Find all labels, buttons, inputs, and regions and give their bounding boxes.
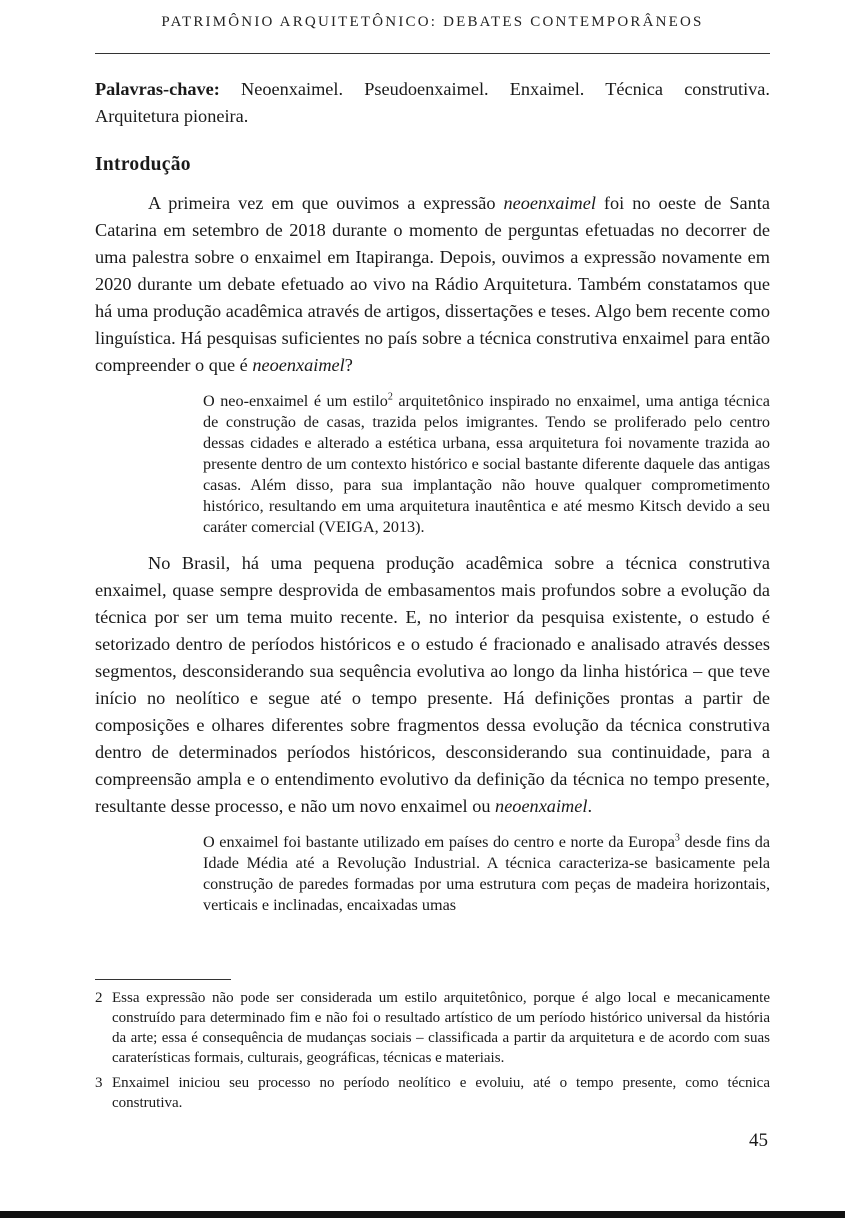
footnote-rule (95, 979, 231, 980)
footnote-ref-3[interactable]: 3 (674, 832, 680, 844)
page-number: 45 (749, 1130, 768, 1151)
quote-2-text-b: desde fins da Idade Média até a Revolução Industrial. A técnica caracteriza-se basicamente pela construção de paredes formadas por uma estrutura com peças de madeira horizontais, verticais e inclinadas, encaixadas umas (203, 833, 770, 914)
keywords-text: Neoenxaimel. Pseudoenxaimel. Enxaimel. Técnica construtiva. Arquitetura pioneira. (95, 79, 770, 126)
running-header: PATRIMÔNIO ARQUITETÔNICO: DEBATES CONTEMPORÂNEOS (161, 14, 704, 30)
block-quote-1 (203, 391, 770, 538)
paragraph-1-term-b: neoenxaimel (252, 355, 345, 375)
quote-2-text-a: O enxaimel foi bastante utilizado em países do centro e norte da Europa (203, 833, 675, 851)
paragraph-2-text-a: No Brasil, há uma pequena produção acadêmica sobre a técnica construtiva enxaimel, quase sempre desprovida de embasamentos mais profundos sobre a evolução da técnica por ser um tema muito recente. E, no interior da pesquisa existente, o estudo é setorizado dentro de períodos históricos e o estudo é fracionado e analisado através desses segmentos, desconsiderando sua sequência evolutiva ao longo da linha histórica – que teve início no neolítico e segue até o tempo presente. Há definições prontas a partir de composições e olhares diferentes sobre fragmentos dessa evolução da técnica construtiva dentro de determinados períodos históricos, desconsiderando sua continuidade, para a compreensão ampla e o entendimento evolutivo da definição da técnica no tempo presente, resultante desse processo, e não um novo enxaimel ou (95, 553, 770, 816)
keywords (95, 76, 770, 130)
paragraph-1-text-c: ? (344, 355, 353, 375)
footnote-text: Essa expressão não pode ser considerada um estilo arquitetônico, porque é algo local e mecanicamente construído para determinado fim e não foi o resultado artístico de um período histórico universal da história da arte; essa é consequência de mudanças sociais – classificada a partir da arquitetura e de acordo com suas caraterísticas formais, culturais, geográficas, técnicas e materiais. (112, 990, 770, 1066)
header-rule (95, 53, 770, 54)
paragraph-2-term: neoenxaimel (495, 796, 588, 816)
footnote-2 (95, 988, 770, 1068)
footnote-ref-2[interactable]: 2 (387, 391, 393, 403)
footnote-text: Enxaimel iniciou seu processo no período neolítico e evoluiu, até o tempo presente, como técnica construtiva. (112, 1075, 770, 1111)
paragraph-2 (95, 550, 770, 820)
paragraph-1-term-a: neoenxaimel (503, 193, 596, 213)
paragraph-1 (95, 190, 770, 379)
page-content (95, 76, 770, 928)
footnote-number: 2 (95, 990, 103, 1006)
footnotes (95, 988, 770, 1118)
quote-1-text-a: O neo-enxaimel é um estilo (203, 392, 388, 410)
quote-1-text-b: arquitetônico inspirado no enxaimel, uma antiga técnica de construção de casas, trazida pelos imigrantes. Tendo se proliferado pelo centro dessas cidades e alterado a estética urbana, essa arquitetura foi novamente trazida ao presente dentro de um contexto histórico e social bastante diferente daquele das antigas casas. Além disso, para sua implantação não houve qualquer comprometimento histórico, resultando em uma arquitetura inautêntica e até mesmo Kitsch devido a seu caráter comercial (VEIGA, 2013). (203, 392, 770, 536)
paragraph-1-text-a: A primeira vez em que ouvimos a expressão (148, 193, 504, 213)
paragraph-1-text-b: foi no oeste de Santa Catarina em setembro de 2018 durante o momento de perguntas efetuadas no decorrer de uma palestra sobre o enxaimel em Itapiranga. Depois, ouvimos a expressão novamente em 2020 durante um debate efetuado ao vivo na Rádio Arquitetura. Também constatamos que há uma produção acadêmica através de artigos, dissertações e teses. Algo bem recente como linguística. Há pesquisas suficientes no país sobre a técnica construtiva enxaimel para então compreender o que é (95, 193, 771, 375)
footnote-number: 3 (95, 1075, 103, 1091)
paragraph-2-text-b: . (587, 796, 593, 816)
block-quote-2 (203, 832, 770, 916)
bottom-edge-bar (0, 1211, 845, 1218)
section-title: Introdução (95, 154, 191, 175)
keywords-label: Palavras-chave: (95, 79, 220, 99)
footnote-3 (95, 1073, 770, 1113)
